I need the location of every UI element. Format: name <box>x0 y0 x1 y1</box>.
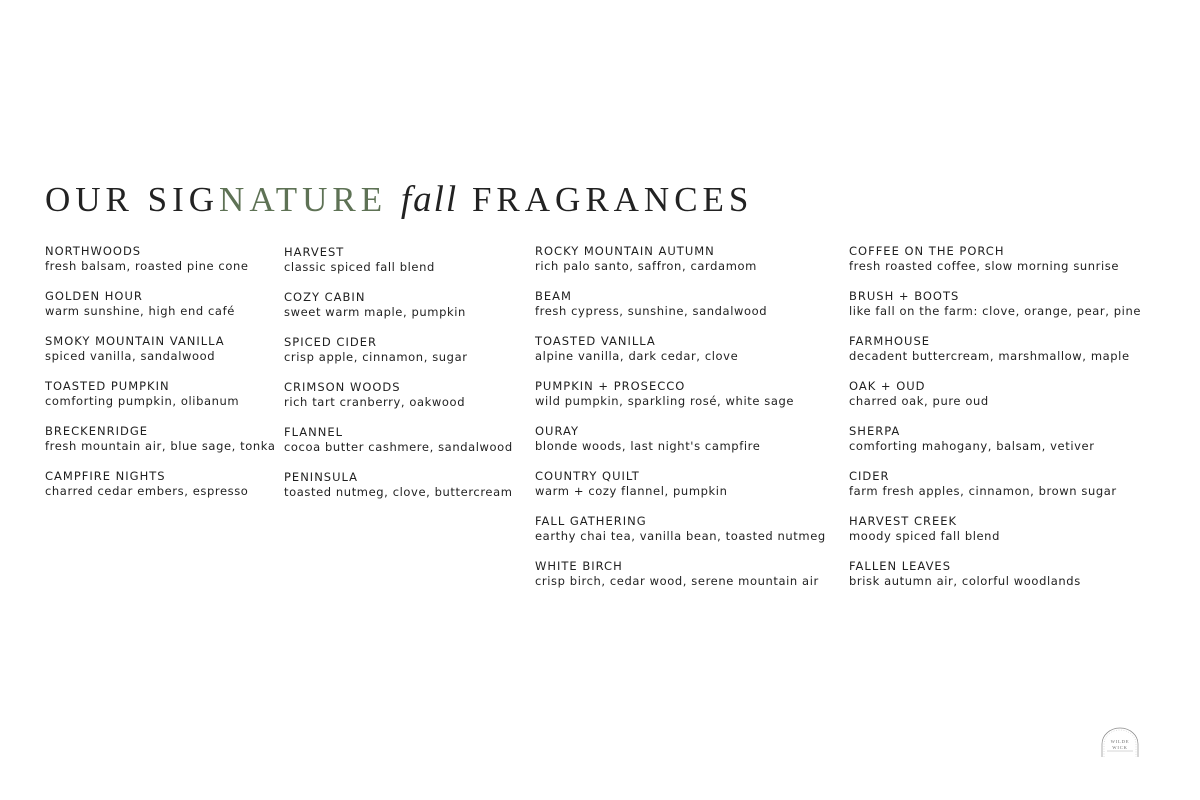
fragrance-notes: fresh balsam, roasted pine cone <box>45 259 249 273</box>
fragrance-name: FLANNEL <box>284 425 344 439</box>
fragrance-notes: toasted nutmeg, clove, buttercream <box>284 485 513 499</box>
fragrance-notes: farm fresh apples, cinnamon, brown sugar <box>849 484 1117 498</box>
fragrance-item <box>849 469 1141 514</box>
fragrance-item <box>535 379 826 424</box>
fragrance-item <box>45 289 276 334</box>
fragrance-notes: charred cedar embers, espresso <box>45 484 249 498</box>
fragrance-item <box>535 289 826 334</box>
fragrance-column-4 <box>849 244 1141 604</box>
fragrance-name: OURAY <box>535 424 579 438</box>
fragrance-name: TOASTED PUMPKIN <box>45 379 170 393</box>
fragrance-notes: rich tart cranberry, oakwood <box>284 395 466 409</box>
fragrance-notes: like fall on the farm: clove, orange, pear, pine <box>849 304 1142 318</box>
fragrance-item <box>849 289 1141 334</box>
fragrance-name: COZY CABIN <box>284 290 366 304</box>
logo-line-1: WILDE <box>1110 739 1130 744</box>
fragrance-name: HARVEST CREEK <box>849 514 958 528</box>
fragrance-notes: classic spiced fall blend <box>284 260 435 274</box>
fragrance-notes: moody spiced fall blend <box>849 529 1000 543</box>
fragrance-notes: decadent buttercream, marshmallow, maple <box>849 349 1130 363</box>
fragrance-notes: comforting mahogany, balsam, vetiver <box>849 439 1095 453</box>
title-part-4: FRAGRANCES <box>471 180 754 219</box>
fragrance-name: TOASTED VANILLA <box>535 334 656 348</box>
fragrance-name: BRECKENRIDGE <box>45 424 149 438</box>
fragrance-name: SHERPA <box>849 424 901 438</box>
logo-arch-icon <box>1098 724 1142 760</box>
fragrance-item <box>535 514 826 559</box>
fragrance-column-2 <box>284 245 513 515</box>
fragrance-name: FARMHOUSE <box>849 334 931 348</box>
fragrance-item <box>535 244 826 289</box>
fragrance-item <box>849 514 1141 559</box>
fragrance-name: ROCKY MOUNTAIN AUTUMN <box>535 244 715 258</box>
fragrance-notes: spiced vanilla, sandalwood <box>45 349 216 363</box>
fragrance-item <box>849 244 1141 289</box>
fragrance-notes: blonde woods, last night's campfire <box>535 439 761 453</box>
fragrance-item <box>535 334 826 379</box>
fragrance-notes: crisp birch, cedar wood, serene mountain air <box>535 574 819 588</box>
fragrance-item <box>284 470 513 515</box>
fragrance-name: CRIMSON WOODS <box>284 380 401 394</box>
title-part-1: OUR SIG <box>45 180 220 219</box>
fragrance-notes: wild pumpkin, sparkling rosé, white sage <box>535 394 795 408</box>
fragrance-item <box>849 334 1141 379</box>
fragrance-name: GOLDEN HOUR <box>45 289 143 303</box>
fragrance-item <box>284 335 513 380</box>
fragrance-item <box>45 424 276 469</box>
fragrance-name: NORTHWOODS <box>45 244 142 258</box>
fragrance-item <box>284 380 513 425</box>
title-part-3-italic: fall <box>400 179 459 220</box>
fragrance-item <box>45 469 276 514</box>
fragrance-name: CAMPFIRE NIGHTS <box>45 469 166 483</box>
fragrance-item <box>45 334 276 379</box>
fragrance-notes: earthy chai tea, vanilla bean, toasted nutmeg <box>535 529 826 543</box>
fragrance-name: FALL GATHERING <box>535 514 647 528</box>
fragrance-notes: sweet warm maple, pumpkin <box>284 305 466 319</box>
page-title <box>45 178 753 221</box>
fragrance-name: COUNTRY QUILT <box>535 469 640 483</box>
fragrance-notes: alpine vanilla, dark cedar, clove <box>535 349 739 363</box>
fragrance-notes: cocoa butter cashmere, sandalwood <box>284 440 513 454</box>
fragrance-item <box>535 469 826 514</box>
fragrance-column-1 <box>45 244 276 514</box>
fragrance-item <box>849 559 1141 604</box>
fragrance-notes: comforting pumpkin, olibanum <box>45 394 240 408</box>
logo-line-2: WICK <box>1112 745 1128 750</box>
fragrance-item <box>45 244 276 289</box>
fragrance-name: BRUSH + BOOTS <box>849 289 960 303</box>
fragrance-item <box>45 379 276 424</box>
title-part-2-accent: NATURE <box>219 180 388 219</box>
fragrance-item <box>535 559 826 604</box>
fragrance-notes: brisk autumn air, colorful woodlands <box>849 574 1081 588</box>
fragrance-item <box>849 379 1141 424</box>
fragrance-notes: rich palo santo, saffron, cardamom <box>535 259 757 273</box>
fragrance-notes: fresh mountain air, blue sage, tonka <box>45 439 276 453</box>
fragrance-name: SPICED CIDER <box>284 335 377 349</box>
fragrance-notes: charred oak, pure oud <box>849 394 989 408</box>
fragrance-notes: warm + cozy flannel, pumpkin <box>535 484 728 498</box>
fragrance-notes: fresh cypress, sunshine, sandalwood <box>535 304 768 318</box>
fragrance-item <box>849 424 1141 469</box>
fragrance-name: BEAM <box>535 289 572 303</box>
fragrance-name: PENINSULA <box>284 470 359 484</box>
fragrance-item <box>284 245 513 290</box>
fragrance-item <box>535 424 826 469</box>
fragrance-name: COFFEE ON THE PORCH <box>849 244 1005 258</box>
fragrance-item <box>284 290 513 335</box>
fragrance-name: CIDER <box>849 469 890 483</box>
fragrance-name: PUMPKIN + PROSECCO <box>535 379 686 393</box>
fragrance-name: FALLEN LEAVES <box>849 559 952 573</box>
fragrance-notes: fresh roasted coffee, slow morning sunrise <box>849 259 1120 273</box>
fragrance-name: OAK + OUD <box>849 379 926 393</box>
fragrance-item <box>284 425 513 470</box>
fragrance-name: SMOKY MOUNTAIN VANILLA <box>45 334 225 348</box>
fragrance-column-3 <box>535 244 826 604</box>
brand-logo <box>1098 724 1142 760</box>
fragrance-name: WHITE BIRCH <box>535 559 623 573</box>
fragrance-notes: warm sunshine, high end café <box>45 304 235 318</box>
fragrance-name: HARVEST <box>284 245 345 259</box>
fragrance-notes: crisp apple, cinnamon, sugar <box>284 350 468 364</box>
